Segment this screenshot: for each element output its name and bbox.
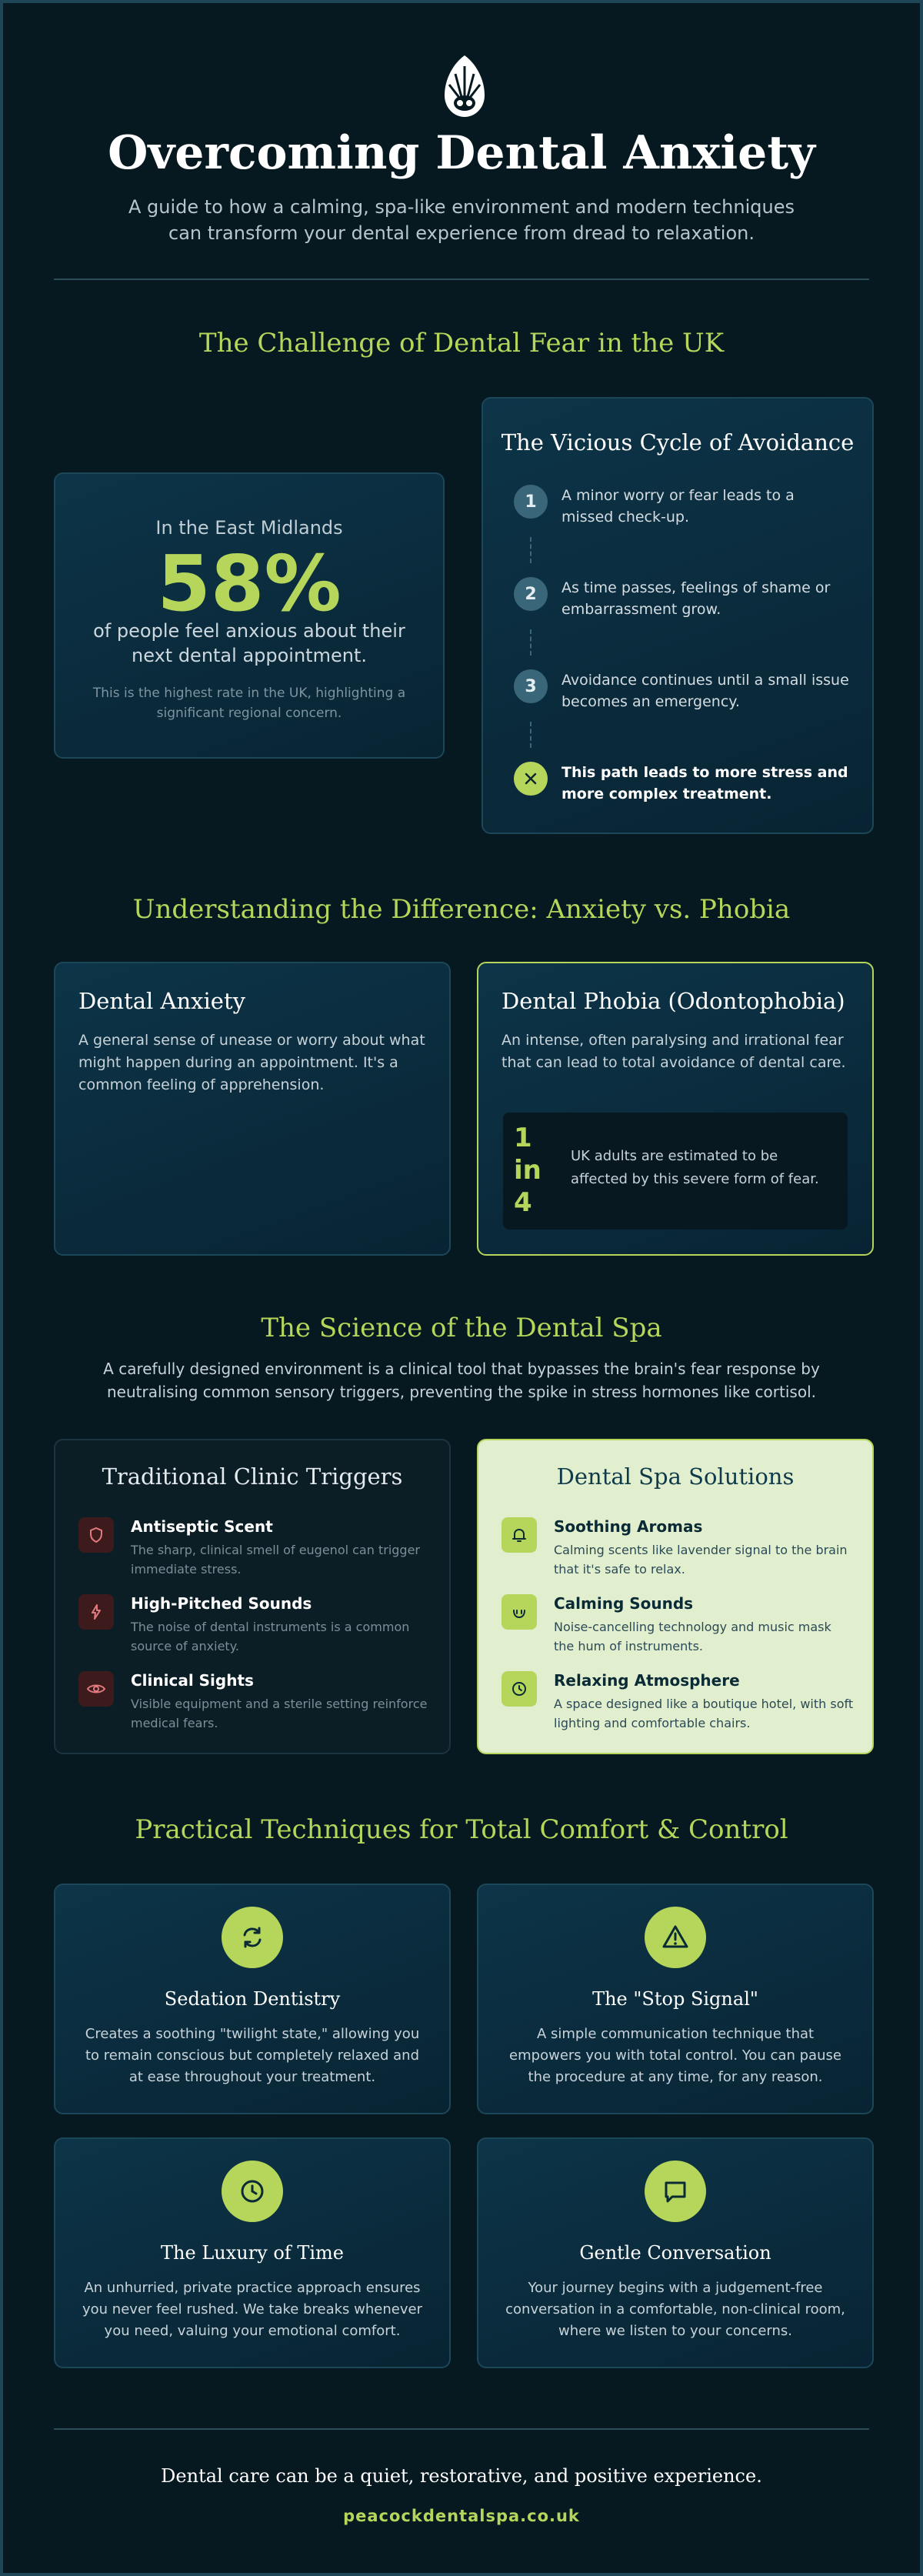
trigger-item <box>78 1671 431 1733</box>
technique-card <box>54 1884 451 2114</box>
solution-item <box>501 1517 854 1579</box>
section-title-challenge: The Challenge of Dental Fear in the UK <box>198 328 725 359</box>
trigger-item <box>78 1594 431 1656</box>
bell-icon <box>501 1517 537 1553</box>
section-title-difference: Understanding the Difference: Anxiety vs. Phobia <box>132 894 791 925</box>
cycle-step <box>514 669 849 716</box>
solution-item <box>501 1594 854 1656</box>
solution-desc: Noise-cancelling technology and music mask the hum of instruments. <box>554 1620 831 1653</box>
technique-desc: Your journey begins with a judgement-free conversation in a comfortable, non-clinical room, where we listen to your concerns. <box>505 2280 845 2339</box>
phobia-stat-line: 4 <box>514 1187 532 1218</box>
step-text: As time passes, feelings of shame or embarrassment grow. <box>561 579 831 618</box>
clock-icon <box>222 2161 283 2222</box>
solution-desc: Calming scents like lavender signal to the brain that it's safe to relax. <box>554 1543 848 1577</box>
cycle-title: The Vicious Cycle of Avoidance <box>501 429 855 455</box>
lightning-icon <box>78 1594 114 1630</box>
stat-description: of people feel anxious about their next dental appointment. <box>93 620 405 666</box>
step-connector <box>530 537 531 563</box>
technique-card <box>477 2137 874 2368</box>
stat-value: 58% <box>157 539 342 629</box>
technique-title: The "Stop Signal" <box>592 1988 758 2010</box>
cycle-card <box>481 397 874 834</box>
close-icon <box>514 762 548 796</box>
footer-text: Dental care can be a quiet, restorative, and positive experience. <box>161 2465 762 2487</box>
stat-note: This is the highest rate in the UK, highlighting a significant regional concern. <box>92 686 406 721</box>
technique-title: Gentle Conversation <box>579 2242 771 2264</box>
divider <box>54 2428 869 2430</box>
section-title-techniques: Practical Techniques for Total Comfort & Control <box>135 1814 788 1845</box>
phobia-stat-text: UK adults are estimated to be affected by this severe form of fear. <box>571 1148 819 1187</box>
step-connector <box>530 629 531 656</box>
solution-name: Calming Sounds <box>554 1594 694 1613</box>
technique-card <box>54 2137 451 2368</box>
triggers-card <box>54 1439 451 1754</box>
trigger-desc: The sharp, clinical smell of eugenol can trigger immediate stress. <box>131 1543 420 1577</box>
trigger-desc: The noise of dental instruments is a common source of anxiety. <box>131 1620 410 1653</box>
step-number: 1 <box>514 485 548 519</box>
phobia-stat-line: 1 <box>514 1123 532 1153</box>
page-subtitle: A guide to how a calming, spa-like environment and modern techniques can transform your dental experience from dread to relaxation. <box>128 196 795 244</box>
headphones-icon <box>501 1594 537 1630</box>
phobia-title: Dental Phobia (Odontophobia) <box>501 988 845 1014</box>
solution-item <box>501 1671 854 1733</box>
phobia-stat-value <box>514 1122 560 1219</box>
stat-region: In the East Midlands <box>155 517 343 539</box>
step-text: A minor worry or fear leads to a missed check-up. <box>561 487 795 526</box>
anxiety-text: A general sense of unease or worry about what might happen during an appointment. It's a common feeling of apprehension. <box>78 1032 425 1093</box>
triggers-title: Traditional Clinic Triggers <box>102 1463 403 1490</box>
phobia-text: An intense, often paralysing and irrational fear that can lead to total avoidance of dental care. <box>501 1032 846 1071</box>
page-title: Overcoming Dental Anxiety <box>108 126 815 180</box>
technique-card <box>477 1884 874 2114</box>
trigger-name: Antiseptic Scent <box>131 1517 273 1536</box>
chat-icon <box>645 2161 706 2222</box>
technique-title: The Luxury of Time <box>161 2242 344 2264</box>
step-text: Avoidance continues until a small issue becomes an emergency. <box>561 672 849 710</box>
solution-desc: A space designed like a boutique hotel, with soft lighting and comfortable chairs. <box>554 1697 854 1730</box>
technique-desc: Creates a soothing "twilight state," allowing you to remain conscious but completely relaxed and at ease throughout your treatment. <box>85 2026 420 2085</box>
peacock-logo-icon <box>438 52 491 120</box>
solutions-title: Dental Spa Solutions <box>556 1463 795 1490</box>
trigger-desc: Visible equipment and a sterile setting reinforce medical fears. <box>131 1697 428 1730</box>
section-title-science: The Science of the Dental Spa <box>261 1313 662 1343</box>
cycle-step <box>514 485 849 531</box>
technique-desc: A simple communication technique that empowers you with total control. You can pause the procedure at any time, for any reason. <box>509 2026 841 2085</box>
anxiety-card <box>54 962 451 1256</box>
step-number: 3 <box>514 669 548 703</box>
cycle-step-final <box>514 762 849 808</box>
warning-icon <box>645 1907 706 1968</box>
anxiety-title: Dental Anxiety <box>78 988 245 1014</box>
technique-title: Sedation Dentistry <box>164 1988 341 2010</box>
phobia-card <box>477 962 874 1256</box>
solutions-card <box>477 1439 874 1754</box>
step-connector <box>530 722 531 748</box>
solution-name: Relaxing Atmosphere <box>554 1671 740 1690</box>
shield-icon <box>78 1517 114 1553</box>
step-text: This path leads to more stress and more complex treatment. <box>561 764 848 802</box>
solution-name: Soothing Aromas <box>554 1517 703 1536</box>
clock-icon <box>501 1671 537 1707</box>
science-intro: A carefully designed environment is a clinical tool that bypasses the brain's fear response by neutralising common sensory triggers, preventing the spike in stress hormones like cortisol. <box>103 1360 820 1401</box>
trigger-name: High-Pitched Sounds <box>131 1594 312 1613</box>
phobia-stat-line: in <box>514 1155 541 1186</box>
divider <box>54 279 869 280</box>
trigger-item <box>78 1517 431 1579</box>
website-link[interactable]: peacockdentalspa.co.uk <box>343 2507 580 2525</box>
eye-icon <box>78 1671 114 1707</box>
step-number: 2 <box>514 577 548 611</box>
stat-card <box>54 472 445 759</box>
cycle-step <box>514 577 849 623</box>
technique-desc: An unhurried, private practice approach ensures you never feel rushed. We take breaks whenever you need, valuing your emotional comfort. <box>82 2280 422 2339</box>
phobia-stat-box <box>503 1113 848 1230</box>
refresh-icon <box>222 1907 283 1968</box>
trigger-name: Clinical Sights <box>131 1671 254 1690</box>
